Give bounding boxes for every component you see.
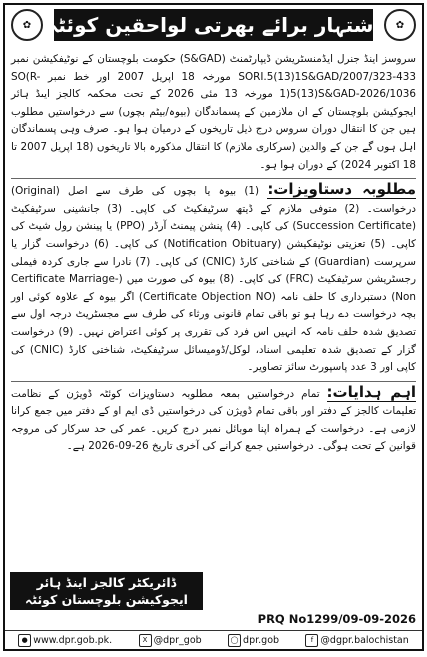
social-label: dpr.gob — [243, 635, 280, 646]
social-website[interactable] — [18, 634, 112, 647]
social-x[interactable] — [139, 634, 202, 647]
issuing-authority — [10, 572, 203, 610]
social-label: @dpr_gob — [153, 635, 202, 646]
instructions-paragraph — [11, 384, 416, 456]
instagram-icon: ◯ — [228, 634, 241, 647]
documents-heading: مطلوبہ دستاویزات: — [267, 180, 416, 199]
social-facebook[interactable] — [305, 634, 408, 647]
globe-icon: ● — [18, 634, 31, 647]
documents-paragraph — [11, 181, 416, 377]
instructions-text: تمام درخواستیں بمعہ مطلوبہ دستاویزات کوئٹہ ڈویژن کے نظامت تعلیمات کالجز کے دفتر اور باقی تمام ڈویژن کی درخواستیں ڈی ایم او کے دفتر میں جمع کرانا لازمی ہے۔ درخواست کے ہمراہ اپنا موبائل نمبر درج کریں۔ عمر کی حد سرکار کی مروجہ قوانین کے تحت ہوگی۔ درخواستیں جمع کرانے کی آخری تاریخ 26-09-2026 ہے۔ — [11, 387, 416, 453]
advertisement-title: اشتہار برائے بھرتی لواحقین کوئٹہ — [54, 9, 373, 41]
header — [9, 9, 418, 45]
instructions-heading: اہم ہدایات: — [326, 382, 416, 401]
advertisement-page — [3, 3, 424, 651]
social-label: @dgpr.balochistan — [320, 635, 409, 646]
social-instagram[interactable] — [228, 634, 279, 647]
intro-paragraph: سروسز اینڈ جنرل ایڈمنسٹریشن ڈیپارٹمنٹ (S&GAD) حکومت بلوچستان کے نوٹیفکیشن نمبر SORI.5(13)1S&GAD/2007/323-433 مورخہ 18 اپریل 2007 اور خط نمبر SO(R-1)5(13)S&GAD-2026/1036 مورخہ 13 مئی 2026 کے تحت محکمہ کالجز ایںڈ ہائر ایجوکیشن بلوچستان کے ان ملازمین کے پسماندگان (بیوہ/بیٹم بچوں) سے درخواستیں مطلوب ہیں جن کا انتقال دوران سروس درج ذیل تاریخوں کے درمیان ہوا ہو۔ صرف وہی پسماندگان اہل ہوں گے جن کے والدین (سرکاری ملازم) کا انتقال مذکورہ بالا تاریخوں (18 اپریل 2007 تا 18 اکتوبر 2024) کے دوران ہوا ہو۔ — [11, 53, 416, 171]
facebook-icon: f — [305, 634, 318, 647]
x-icon: X — [139, 634, 152, 647]
divider — [11, 381, 416, 382]
documents-list: (1) بیوہ یا بچوں کی طرف سے اصل (Original) درخواست۔ (2) متوفی ملازم کے ڈیتھ سرٹیفکیٹ کی کاپی۔ (3) جانشینی سرٹیفکیٹ (Succession Certificate) کی کاپی۔ (4) پنشن پیمنٹ آرڈر (PPO) یا پینشن رول شیٹ کی کاپی۔ (5) تعزیتی نوٹیفکیشن (Notification Obituary) کی کاپی۔ (6) درخواست گزار یا سرپرست (Guardian) کے شناختی کارڈ (CNIC) کی کاپی۔ (7) نادرا سے جاری کردہ فیملی رجسٹریشن سرٹیفکیٹ (FRC) کی کاپی۔ (8) بیوہ کی صورت میں (Certificate Marriage-Non) دستبرداری کا حلف نامہ (Certificate Objection NO) اگر بیوہ کے علاوہ کوئی اور بچہ درخواست دے رہا ہو تو باقی تمام قانونی ورثاء کی طرف سے مجسٹریٹ درجہ اول سے تصدیق شدہ حلف نامہ کہ انہیں اس فرد کی تقرری پر کوئی اعتراض نہیں۔ (9) درخواست گزار کے تصدیق شدہ تعلیمی اسناد، لوکل/ڈومیسائل سرٹیفکیٹ، شناختی کارڈ (CNIC) کی کاپی اور 3 عدد پاسپورٹ سائز تصاویر۔ — [11, 185, 417, 374]
government-seal-right-icon: ✿ — [384, 9, 416, 41]
authority-line-2: ایجوکیشن بلوچستان کوئٹہ — [25, 592, 188, 607]
social-label: www.dpr.gob.pk. — [33, 635, 113, 646]
government-seal-left-icon: ✿ — [11, 9, 43, 41]
divider — [11, 178, 416, 179]
authority-line-1: ڈائریکٹر کالجز اینڈ ہائر — [36, 575, 177, 590]
social-links-bar — [5, 630, 422, 650]
prq-number: PRQ No1299/09-09-2026 — [257, 612, 416, 626]
advertisement-body — [11, 51, 416, 456]
